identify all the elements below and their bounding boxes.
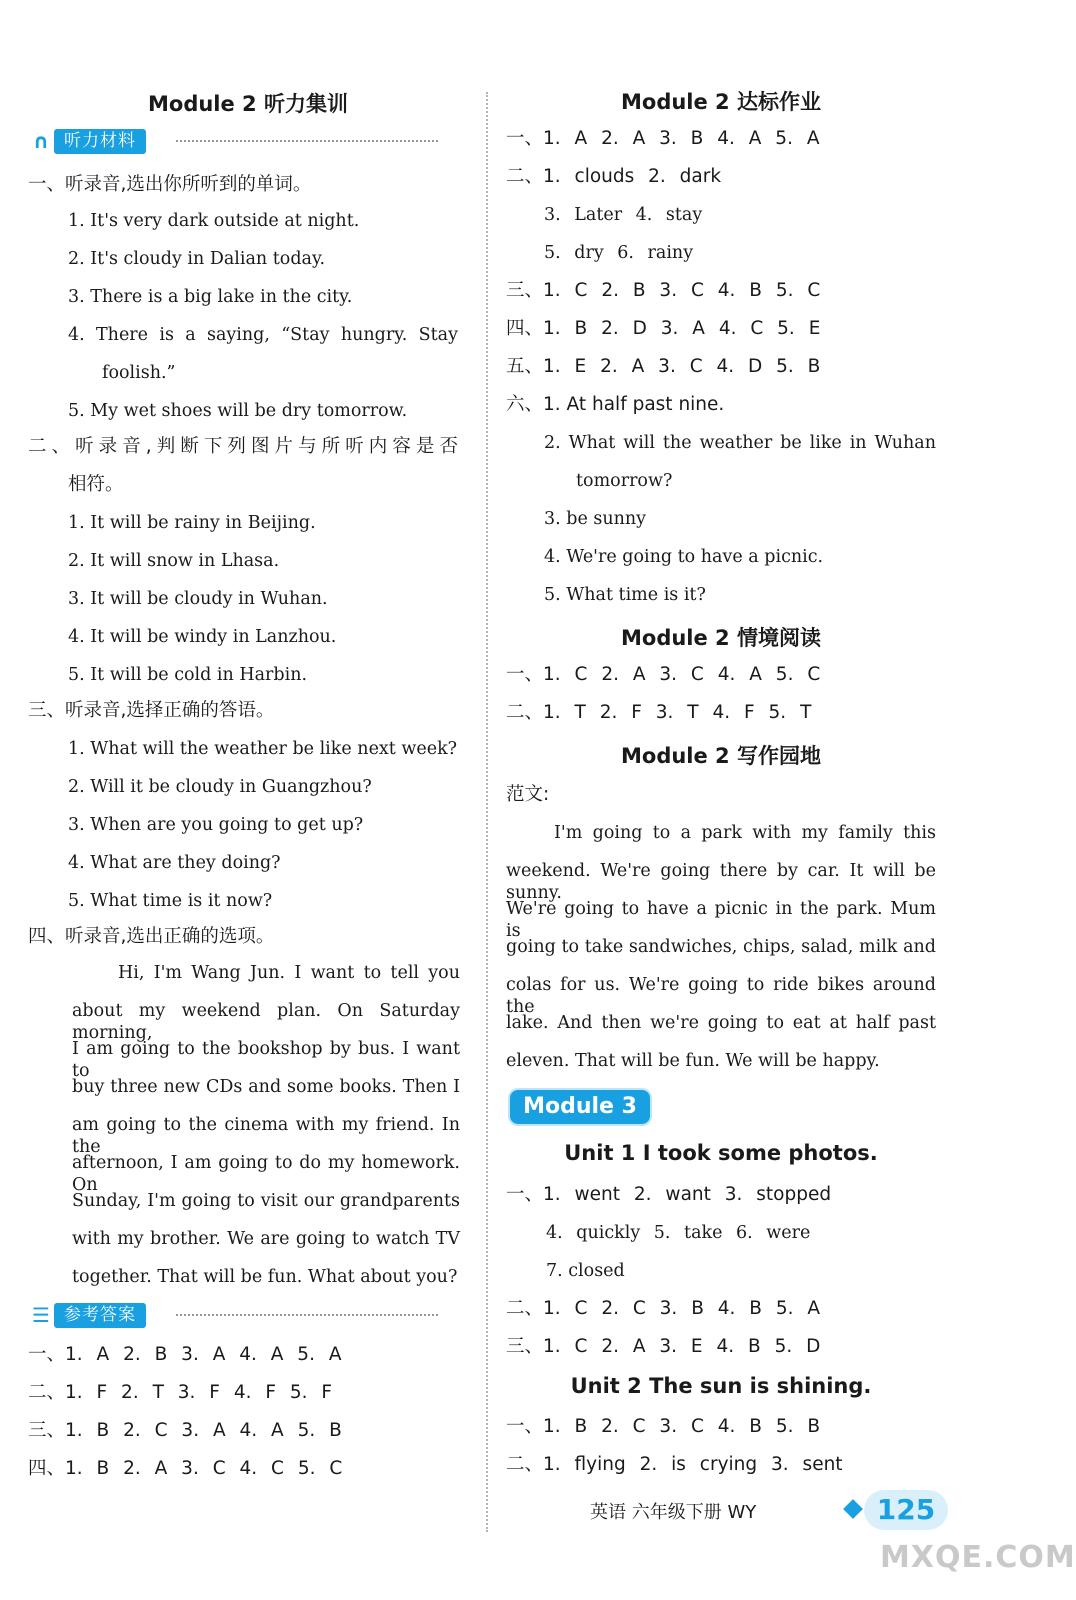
page-number: 125: [864, 1490, 948, 1530]
essay-line: going to take sandwiches, chips, salad, milk and: [506, 937, 936, 957]
reading-title: Module 2 情境阅读: [621, 626, 821, 650]
essay-line: lake. And then we're going to eat at half past: [506, 1013, 936, 1033]
essay-line: eleven. That will be fun. We will be happy.: [506, 1051, 880, 1071]
section-1-heading: 一、听录音,选出你所听到的单词。: [28, 174, 312, 195]
hw-row: 五、1. E 2. A 3. C 4. D 5. B: [506, 356, 821, 377]
hw-row: 5. dry 6. rainy: [544, 243, 694, 263]
passage-line: buy three new CDs and some books. Then I: [72, 1077, 460, 1097]
footer-subject: 英语 六年级下册 WY: [590, 1502, 757, 1523]
hw-row: 2. What will the weather be like in Wuhan: [544, 433, 936, 453]
column-divider: [486, 92, 488, 1532]
sec1-item: 5. My wet shoes will be dry tomorrow.: [68, 401, 408, 421]
hw-row: 四、1. B 2. D 3. A 4. C 5. E: [506, 318, 821, 339]
unit1-row: 三、1. C 2. A 3. E 4. B 5. D: [506, 1336, 821, 1357]
listening-material-tag: [28, 128, 146, 154]
essay-line: weekend. We're going there by car. It will be sunny.: [506, 861, 936, 903]
unit2-row: 二、1. flying 2. is crying 3. sent: [506, 1454, 843, 1475]
sec3-item: 3. When are you going to get up?: [68, 815, 364, 835]
hw-row: 一、1. A 2. A 3. B 4. A 5. A: [506, 128, 820, 149]
writing-title: Module 2 写作园地: [621, 744, 821, 768]
hw-row: 三、1. C 2. B 3. C 4. B 5. C: [506, 280, 821, 301]
sec1-item: foolish.”: [102, 363, 176, 383]
answer-row: 四、1. B 2. A 3. C 4. C 5. C: [28, 1458, 343, 1479]
dotted-rule: [176, 140, 438, 142]
hw-row: 六、1. At half past nine.: [506, 394, 725, 415]
hw-row: 4. We're going to have a picnic.: [544, 547, 824, 567]
sec3-item: 5. What time is it now?: [68, 891, 273, 911]
section-2-heading-cont: 相符。: [68, 474, 124, 495]
unit1-row: 一、1. went 2. want 3. stopped: [506, 1184, 832, 1205]
essay-line: colas for us. We're going to ride bikes around the: [506, 975, 936, 1017]
answer-row: 一、1. A 2. B 3. A 4. A 5. A: [28, 1344, 342, 1365]
answer-row: 二、1. F 2. T 3. F 4. F 5. F: [28, 1382, 333, 1403]
passage-line: together. That will be fun. What about you?: [72, 1267, 458, 1287]
sec2-item: 1. It will be rainy in Beijing.: [68, 513, 316, 533]
unit-1-title: Unit 1 I took some photos.: [564, 1141, 878, 1165]
reading-row: 一、1. C 2. A 3. C 4. A 5. C: [506, 664, 821, 685]
listening-material-label: 听力材料: [54, 129, 146, 154]
section-2-heading: 二、听录音,判断下列图片与所听内容是否: [28, 436, 458, 457]
unit1-row: 4. quickly 5. take 6. were: [546, 1223, 811, 1243]
dotted-rule: [176, 1314, 438, 1316]
answer-row: 三、1. B 2. C 3. A 4. A 5. B: [28, 1420, 342, 1441]
unit2-row: 一、1. B 2. C 3. C 4. B 5. B: [506, 1416, 821, 1437]
sec1-item: 3. There is a big lake in the city.: [68, 287, 353, 307]
hw-row: 3. Later 4. stay: [544, 205, 703, 225]
sample-essay-label: 范文:: [506, 784, 550, 805]
passage-line: afternoon, I am going to do my homework. On: [72, 1153, 460, 1195]
passage-line: am going to the cinema with my friend. In the: [72, 1115, 460, 1157]
sec2-item: 2. It will snow in Lhasa.: [68, 551, 280, 571]
passage-line: with my brother. We are going to watch TV: [72, 1229, 460, 1249]
unit1-row: 7. closed: [546, 1261, 625, 1281]
hw-row: 二、1. clouds 2. dark: [506, 166, 722, 187]
passage-line: about my weekend plan. On Saturday morning,: [72, 1001, 460, 1043]
headphones-icon: ∩: [32, 129, 50, 153]
reading-row: 二、1. T 2. F 3. T 4. F 5. T: [506, 702, 812, 723]
module-3-badge: Module 3: [510, 1090, 650, 1124]
sec3-item: 4. What are they doing?: [68, 853, 281, 873]
passage-line: I am going to the bookshop by bus. I want to: [72, 1039, 460, 1081]
sec2-item: 3. It will be cloudy in Wuhan.: [68, 589, 328, 609]
section-3-heading: 三、听录音,选择正确的答语。: [28, 700, 275, 721]
sec2-item: 5. It will be cold in Harbin.: [68, 665, 308, 685]
section-4-heading: 四、听录音,选出正确的选项。: [28, 926, 275, 947]
sec2-item: 4. It will be windy in Lanzhou.: [68, 627, 337, 647]
list-icon: ☰: [32, 1303, 50, 1327]
essay-line: I'm going to a park with my family this: [554, 823, 936, 843]
unit-2-title: Unit 2 The sun is shining.: [570, 1374, 872, 1398]
homework-title: Module 2 达标作业: [621, 90, 821, 114]
essay-line: We're going to have a picnic in the park. Mum is: [506, 899, 936, 941]
answer-key-tag: [28, 1302, 146, 1328]
passage-line: Sunday, I'm going to visit our grandparents: [72, 1191, 460, 1211]
diamond-icon: [843, 1499, 863, 1519]
sec1-item: 2. It's cloudy in Dalian today.: [68, 249, 326, 269]
sec3-item: 2. Will it be cloudy in Guangzhou?: [68, 777, 372, 797]
hw-row: 5. What time is it?: [544, 585, 706, 605]
passage-line: Hi, I'm Wang Jun. I want to tell you: [118, 963, 460, 983]
hw-row: 3. be sunny: [544, 509, 647, 529]
watermark: MXQE.COM: [880, 1540, 1076, 1575]
sec1-item: 1. It's very dark outside at night.: [68, 211, 360, 231]
unit1-row: 二、1. C 2. C 3. B 4. B 5. A: [506, 1298, 821, 1319]
sec3-item: 1. What will the weather be like next week?: [68, 739, 458, 759]
sec1-item: 4. There is a saying, “Stay hungry. Stay: [68, 325, 458, 345]
listening-title: Module 2 听力集训: [148, 92, 348, 116]
hw-row: tomorrow?: [576, 471, 673, 491]
answer-key-label: 参考答案: [54, 1303, 146, 1328]
